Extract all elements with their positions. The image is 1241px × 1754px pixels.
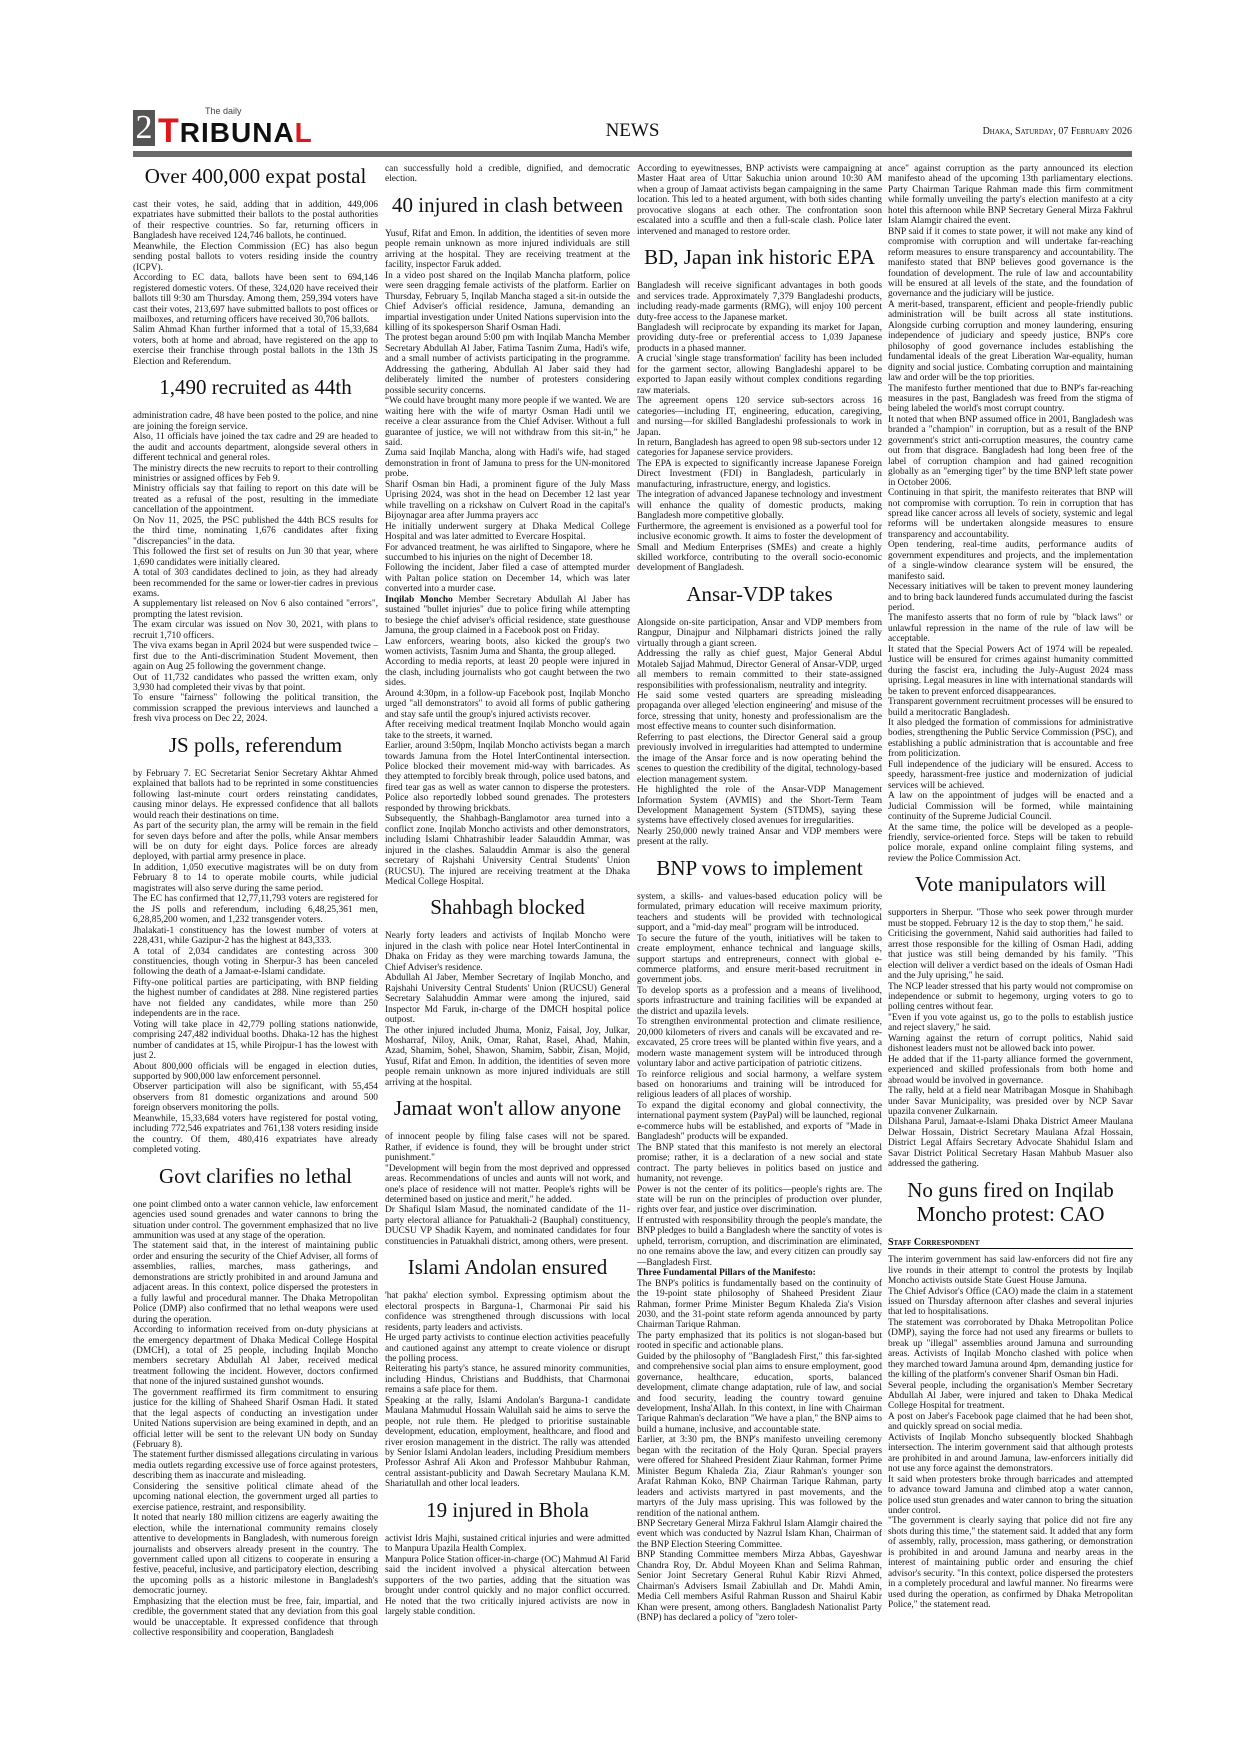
article-paragraph: It said when protesters broke through barricades and attempted to advance toward Jamuna and climbed atop a water cannon, police used stun grenades and water cannon to bring the situation under control. [888,1474,1133,1517]
article-paragraph: Addressing the rally as chief guest, Major General Abdul Motaleb Sajjad Mahmud, Director General of Ansar-VDP, urged all members to remain committed to their state-assigned responsibilities with professionalism, neutrality and integrity. [637,649,882,691]
article-paragraph: Referring to past elections, the Director General said a group previously involved in irregularities had attempted to undermine the image of the Ansar force and is now operating behind the scenes to question the credibility of the digital, technology-based election management system. [637,732,882,785]
article-paragraph: A total of 303 candidates declined to join, as they had already been recommended for the same or lower-tier cadres in previous exams. [133,568,378,599]
article-paragraph: The statement further dismissed allegations circulating in various media outlets regarding excessive use of force against protesters, describing them as inaccurate and misleading. [133,1450,378,1482]
article-paragraph: The statement was corroborated by Dhaka Metropolitan Police (DMP), saying the force had not used any firearms or bullets to break up "illegal" assemblies around Jamuna and surrounding areas. Activists of Inqilab Moncho clashed with police when they marched toward Jamuna around 4pm, demanding justice for the killing of the platform's convener Sharif Osman bin Hadi. [888,1317,1133,1381]
article-headline: BD, Japan ink historic EPA [644,245,875,270]
article-paragraph: administration cadre, 48 have been posted to the police, and nine are joining the foreign service. [133,411,378,432]
article-paragraph: Bangladesh will reciprocate by expanding its market for Japan, providing duty-free or preferential access to 1,039 Japanese products in a phased manner. [637,322,882,354]
article-paragraph: At the same time, the police will be developed as a people-friendly, service-oriented force. Steps will be taken to rebuild police morale, expand online complaint filing systems, and review the Police Commission Act. [888,822,1133,864]
article-paragraph: BNP Secretary General Mirza Fakhrul Islam Alamgir chaired the event which was conducted by Nazrul Islam Khan, Chairman of the BNP Election Steering Committee. [637,1519,882,1550]
article-paragraph: The government reaffirmed its firm commitment to ensuring justice for the killing of Shaheed Sharif Osman Hadi. It stated that the legal aspects of conducting an investigation under United Nations supervision are being examined in depth, and an official letter will be sent to the relevant UN body on Sunday (February 8). [133,1387,378,1451]
header-divider [133,151,1132,157]
article-paragraph: one point climbed onto a water cannon vehicle, law enforcement agencies used sound grenades and water cannons to bring the situation under control. The government emphasized that no live ammunition was used at any stage of the operation. [133,1199,378,1241]
article-paragraph: Alongside on-site participation, Ansar and VDP members from Rangpur, Dinajpur and Nilphamari districts joined the rally virtually through a giant screen. [637,617,882,649]
article-paragraph: Considering the sensitive political climate ahead of the upcoming national election, the government urged all parties to exercise patience, restraint, and responsibility. [133,1481,378,1513]
article-paragraph: Earlier, at 3:30 pm, the BNP's manifesto unveiling ceremony began with the recitation of the Holy Quran. Special prayers were offered for Shaheed President Ziaur Rahman, former Prime Minister Begum Khaleda Zia, Ziaur Rahman's younger son Arafat Rahman Koko, BNP Chairman Tarique Rahman, party leaders and activists martyred in past movements, and the martyrs of the July mass uprising. This was followed by the rendition of the national anthem. [637,1435,882,1519]
article-headline: JS polls, referendum [168,732,343,757]
article-headline: 40 injured in clash between [392,192,623,217]
article-paragraph: Voting will take place in 42,779 polling stations nationwide, comprising 247,482 individual booths. Dhaka-12 has the highest number of candidates at 15, while Pirojpur-1 has the lowest with just 2. [133,1019,378,1062]
article-paragraph: Manpura Police Station officer-in-charge (OC) Mahmud Al Farid said the incident involved a physical altercation between supporters of the two parties, adding that the situation was brought under control quickly and no major conflict occurred. He noted that the two critically injured activists are now in largely stable condition. [385,1554,630,1618]
article-paragraph: The BNP's politics is fundamentally based on the continuity of the 19-point state philosophy of Shaheed President Ziaur Rahman, former Prime Minister Begum Khaleda Zia's Vision 2030, and the 31-point state reform agenda announced by party Chairman Tarique Rahman. [637,1278,882,1331]
article-paragraph: Yusuf, Rifat and Emon. In addition, the identities of seven more people remain unknown as more injured individuals are still arriving at the hospital. They are receiving treatment at the facility, inspector Faruk added. [385,228,630,271]
article-paragraph: The agreement opens 120 service sub-sectors across 16 categories—including IT, engineering, education, caregiving, and nursing—for skilled Bangladeshi professionals to work in Japan. [637,396,882,438]
article-paragraph: For advanced treatment, he was airlifted to Singapore, where he succumbed to his injuries on the night of December 18. [385,542,630,563]
article-paragraph: To ensure "fairness" following the political transition, the commission scrapped the previous interviews and launched a fresh viva process on Dec 22, 2024. [133,693,378,725]
article-paragraph: This followed the first set of results on Jun 30 that year, where 1,690 candidates were initially cleared. [133,547,378,568]
article-paragraph: The EPA is expected to significantly increase Japanese Foreign Direct Investment (FDI) in Bangladesh, particularly in manufacturing, infrastructure, energy, and logistics. [637,458,882,490]
article-paragraph: The manifesto asserts that no form of rule by "black laws" or unlawful repression in the name of the rule of law will be acceptable. [888,613,1133,645]
article-paragraph: To develop sports as a profession and a means of livelihood, sports infrastructure and training facilities will be expanded at the district and upazila levels. [637,985,882,1017]
article-paragraph: Several people, including the organisation's Member Secretary Abdullah Al Jaber, were injured and taken to Dhaka Medical College Hospital for treatment. [888,1380,1133,1412]
article-paragraph: On Nov 11, 2025, the PSC published the 44th BCS results for the third time, nominating 1,676 candidates after fixing "discrepancies" in the data. [133,515,378,547]
article-paragraph: After receiving medical treatment Inqilab Moncho would again take to the streets, it warned. [385,720,630,741]
article-headline: Islami Andolan ensured [407,1255,608,1280]
article-paragraph: The party emphasized that its politics is not slogan-based but rooted in specific and actionable plans. [637,1330,882,1352]
article-headline: Govt clarifies no lethal [158,1163,353,1188]
article-paragraph: To strengthen environmental protection and climate resilience, 20,000 kilometers of rivers and canals will be excavated and re-excavated, 25 crore trees will be planted within five years, and a modern waste management system will be introduced through voluntary labor and active participation of patriotic citizens. [637,1017,882,1070]
article-paragraph: "Development will begin from the most deprived and oppressed areas. Recommendations of uncles and aunts will not work, and one's place of residence will not matter. People's rights will be determined based on justice and merit," he added. [385,1163,630,1205]
article-paragraph: Dr Shafiqul Islam Masud, the nominated candidate of the 11-party electoral alliance for Patuakhali-2 (Bauphal) constituency, DUCSU VP Shadik Kayem, and nominated candidates for four constituencies in Patuakhali district, among others, were present. [385,1205,630,1247]
article-headline: Ansar-VDP takes [686,581,833,606]
article-paragraph: Activists of Inqilab Moncho subsequently blocked Shahbagh intersection. The interim government said that although protests are prohibited in and around Jamuna, law-enforcers initially did not use any force against the demonstrators. [888,1432,1133,1475]
article-paragraph: activist Idris Majhi, sustained critical injuries and were admitted to Manpura Upazila Health Complex. [385,1533,630,1555]
article-paragraph: system, a skills- and values-based education policy will be formulated, primary education will receive maximum priority, teachers and students will be provided with technological support, and a "mid-day meal" program will be introduced. [637,891,882,934]
article-paragraph: "The government is clearly saying that police did not fire any shots during this time," the statement said. It added that any form of assembly, rally, procession, mass gathering, or demonstration is prohibited in and around Jamuna and nearby areas in the interest of maintaining public order and ensuring the chief advisor's security. "In this context, police dispersed the protesters in a completely procedural and lawful manner. No firearms were used during the operation, as confirmed by Dhaka Metropolitan Police," the statement read. [888,1516,1133,1611]
logo-middle: RIBUNA [179,117,295,148]
article-paragraph: The EC has confirmed that 12,77,11,793 voters are registered for the JS polls and referendum, including 6,48,25,361 men, 6,28,85,200 women, and 1,232 transgender voters. [133,894,378,926]
article-headline: 19 injured in Bhola [426,1497,589,1522]
article-paragraph: of innocent people by filing false cases will not be spared. Rather, if evidence is found, they will be brought under strict punishment." [385,1132,630,1164]
article-paragraph: Earlier, around 3:50pm, Inqilab Moncho activists began a march towards Jamuna from the Hotel InterContinental intersection. Police blocked their movement mid-way with barricades. As they attempted to forcibly break through, police used batons, and fired tear gas as well as water cannon to disperse the protesters. Police also reportedly lobbed sound grenades. The protesters responded by throwing brickbats. [385,741,630,814]
article-paragraph: Salim Ahmad Khan further informed that a total of 15,33,684 voters, both at home and abroad, have registered on the app to exercise their franchise through postal ballots in the 13th JS Election and Referendum. [133,325,378,367]
article-headline: No guns fired on Inqilab Moncho protest: CAO [907,1177,1114,1226]
article-paragraph: The rally, held at a field near Matribagan Mosque in Shahibagh under Savar Municipality, was presided over by NCP Savar upazila convener Zulkarnain. [888,1086,1133,1117]
article-paragraph: The BNP stated that this manifesto is not merely an electoral promise; rather, it is a declaration of a new social and state contract. The party believes in politics based on justice and humanity, not revenge. [637,1142,882,1185]
article-paragraph: Power is not the center of its politics—people's rights are. The state will be run on the principles of production over plunder, rights over fear, and justice over discrimination. [637,1184,882,1216]
article-headline: 1,490 recruited as 44th [159,375,352,400]
article-paragraph: The statement said that, in the interest of maintaining public order and ensuring the security of the Chief Adviser, all forms of assemblies, rallies, marches, mass gatherings, and demonstrations are strictly prohibited in and around Jamuna and adjacent areas. In this context, police dispersed the protesters in a fully lawful and procedural manner. The Dhaka Metropolitan Police (DMP) also confirmed that no lethal weapons were used during the operation. [133,1241,378,1325]
article-paragraph: To secure the future of the youth, initiatives will be taken to create employment, enhance technical and language skills, support startups and entrepreneurs, connect with global e-commerce platforms, and ensure merit-based recruitment in government jobs. [637,933,882,986]
article-paragraph: BNP Standing Committee members Mirza Abbas, Gayeshwar Chandra Roy, Dr. Abdul Moyeen Khan and Selima Rahman, Senior Joint Secretary General Ruhul Kabir Rizvi Ahmed, Chairman's Advisers Ismail Zabiullah and Dr. Mahdi Amin, Media Cell members Asiful Rahman Russon and Shairul Kabir Khan were present, among others. Bangladesh Nationalist Party (BNP) has declared a policy of "zero toler- [637,1550,882,1624]
article-paragraph: Around 4:30pm, in a follow-up Facebook post, Inqilab Moncho urged "all demonstrators" to avoid all forms of public gathering and stay safe until the group's injured activists recover. [385,688,630,720]
article-paragraph: ance" against corruption as the party announced its election manifesto ahead of the upcoming 13th parliamentary elections. Party Chairman Tarique Rahman made this firm commitment while formally unveiling the party's election manifesto at a city hotel this afternoon while BNP Secretary General Mirza Fakhrul Islam Alamgir chaired the event. [888,164,1133,227]
article-paragraph: It stated that the Special Powers Act of 1974 will be repealed. Justice will be ensured for crimes against humanity committed during the fascist era, including the July-August 2024 mass uprising. Legal measures in line with international standards will be taken to prevent enforced disappearances. [888,644,1133,697]
article-paragraph: Guided by the philosophy of "Bangladesh First," this far-sighted and comprehensive social plan aims to ensure employment, good governance, healthcare, education, sports, balanced development, climate change adaptation, rule of law, and social and food security, leading the country toward genuine development, Insha'Allah. In this context, in line with Chairman Tarique Rahman's declaration "We have a plan," the BNP aims to build a humane, inclusive, and accountable state. [637,1351,882,1435]
article-paragraph: In a video post shared on the Inqilab Mancha platform, police were seen dragging female activists of the platform. Earlier on Thursday, February 5, Inqilab Mancha staged a sit-in outside the Chief Adviser's official residence, Jamuna, demanding an impartial investigation under United Nations supervision into the killing of its spokesperson Sharif Osman Hadi. [385,270,630,333]
article-paragraph: According to media reports, at least 20 people were injured in the clash, including journalists who got caught between the two sides. [385,657,630,689]
article-paragraph: Open tendering, real-time audits, performance audits of government expenditures and projects, and the implementation of a single-window clearance system will be ensured, the manifesto said. [888,540,1133,582]
article-paragraph: He said some vested quarters are spreading misleading propaganda over alleged 'election engineering' and misuse of the force, stressing that unity, honesty and professionalism are the most effective means to counter such disinformation. [637,691,882,733]
article-paragraph: The protest began around 5:00 pm with Inqilab Mancha Member Secretary Abdullah Al Jaber, Fatima Tasnim Zuma, Hadi's wife, and a small number of activists participating in the programme. Addressing the gathering, Abdullah Al Jaber said they had deliberately limited the number of protesters considering possible security concerns. [385,333,630,396]
logo-last-letter: L [294,117,313,148]
article-paragraph: supporters in Sherpur. "Those who seek power through murder must be stopped. February 12 is the day to stop them," he said. [888,908,1133,929]
article-paragraph: According to EC data, ballots have been sent to 694,146 registered domestic voters. Of these, 324,020 have received their ballots till 9:30 am Thursday. Among them, 259,394 voters have cast their votes, 213,697 have submitted ballots to post offices or mailboxes, and returning officers have received 30,706 ballots. [133,273,378,325]
article-paragraph [385,595,630,637]
article-paragraph: The manifesto further mentioned that due to BNP's far-reaching measures in the past, Bangladesh was freed from the stigma of being labeled the world's most corrupt country. [888,383,1133,415]
article-paragraph: Abdullah Al Jaber, Member Secretary of Inqilab Moncho, and Rajshahi University Central Students' Union (RUCSU) General Secretary Salahuddin Ammar were among the injured, said Inspector Md Faruk, in-charge of the DMCH hospital police outpost. [385,973,630,1026]
article-paragraph: 'hat pakha' election symbol. Expressing optimism about the electoral prospects in Barguna-1, Charmonai Pir said his confidence was strengthened through discussions with local residents, party leaders and activists. [385,1291,630,1333]
article-paragraph: According to information received from on-duty physicians at the emergency department of Dhaka Medical College Hospital (DMCH), a total of 25 people, including Inqilab Moncho members secretary Abdullah Al Jaber, received medical treatment following the incident. However, doctors confirmed that none of the injured sustained gunshot wounds. [133,1325,378,1388]
article-paragraph: Ministry officials say that failing to report on this date will be treated as a refusal of the post, resulting in the immediate cancellation of the appointment. [133,484,378,516]
article-paragraph: A total of 2,034 candidates are contesting across 300 constituencies, though voting in Sherpur-3 has been canceled following the death of a Jamaat-e-Islami candidate. [133,946,378,978]
page-number: 2 [133,110,155,146]
article-paragraph: In addition, 1,050 executive magistrates will be on duty from February 8 to 14 to operate mobile courts, while judicial magistrates will also serve during the same period. [133,862,378,894]
article-paragraph: Reiterating his party's stance, he assured minority communities, including Hindus, Christians and Buddhists, that Charmonai remains a safe place for them. [385,1364,630,1396]
article-paragraph: Meanwhile, the Election Commission (EC) has also begun sending postal ballots to voters residing inside the country (ICPV). [133,241,378,273]
article-paragraph: A law on the appointment of judges will be enacted and a Judicial Commission will be formed, while maintaining continuity of the Supreme Judicial Council. [888,791,1133,823]
article-paragraph: A supplementary list released on Nov 6 also contained "errors", prompting the latest revision. [133,599,378,620]
byline: Staff Correspondent [888,1238,1133,1249]
article-paragraph: can successfully hold a credible, dignified, and democratic election. [385,164,630,185]
article-paragraph: The integration of advanced Japanese technology and investment will enhance the quality of domestic products, making Bangladesh more competitive globally. [637,490,882,522]
article-paragraph: Zuma said Inqilab Mancha, along with Hadi's wife, had staged demonstration in front of Jamuna to press for the UN-monitored probe. [385,448,630,480]
article-paragraph: Warning against the return of corrupt politics, Nahid said dishonest leaders must not be allowed back into power. [888,1033,1133,1055]
article-paragraph: Necessary initiatives will be taken to prevent money laundering and to bring back laundered funds accumulated during the fascist period. [888,582,1133,614]
article-headline: Vote manipulators will [915,872,1106,897]
article-paragraph: Out of 11,732 candidates who passed the written exam, only 3,930 had completed their vivas by that point. [133,672,378,694]
logo-tagline: The daily [205,106,242,116]
article-paragraph: cast their votes, he said, adding that in addition, 449,006 expatriates have submitted their ballots to the postal authorities of their respective countries. So far, returning officers in Bangladesh have received 124,746 ballots, he continued. [133,200,378,242]
paragraph-lead: Inqilab Moncho [385,594,453,605]
article-paragraph: Following the incident, Jaber filed a case of attempted murder with Paltan police station on December 14, which was later converted into a murder case. [385,563,630,595]
article-paragraph [637,1268,882,1278]
article-paragraph: BNP said if it comes to state power, it will not make any kind of compromise with corruption and will undertake far-reaching reform measures to ensure transparency and accountability. The manifesto stated that BNP believes good governance is the foundation of development. The rule of law and accountability will be ensured at all levels of the state, and the foundation of governance and the judiciary will be justice. [888,226,1133,300]
paragraph-lead: Three Fundamental Pillars of the Manifesto: [637,1268,816,1279]
article-paragraph: Meanwhile, 15,33,684 voters have registered for postal voting, including 772,546 expatriates and 761,138 voters residing inside the country. Of them, 480,416 expatriates have already completed voting. [133,1113,378,1156]
article-paragraph: “We could have brought many more people if we wanted. We are waiting here with the wife of martyr Osman Hadi until we receive a clear assurance from the Chief Adviser. Without a full guarantee of justice, we will not withdraw from this sit-in,” he said. [385,396,630,448]
article-paragraph: by February 7. EC Secretariat Senior Secretary Akhtar Ahmed explained that ballots had to be reprinted in some constituencies following last-minute court orders reinstating candidates, causing minor delays. He expressed confidence that all ballots would reach their destinations on time. [133,768,378,821]
article-paragraph: Full independence of the judiciary will be ensured. Access to speedy, harassment-free justice and modernization of judicial services will be achieved. [888,759,1133,791]
article-paragraph: Law enforcers, wearing boots, also kicked the group's two women activists, Tasnim Juma and Shanta, the group alleged. [385,636,630,658]
article-paragraph: The viva exams began in April 2024 but were suspended twice – first due to the Anti-discrimination Student Movement, then again on Aug 25 following the government change. [133,641,378,673]
article-paragraph: Emphasizing that the election must be free, fair, impartial, and credible, the government stated that any deviation from this goal would be unacceptable. It expressed confidence that through collective responsibility and cooperation, Bangladesh [133,1596,378,1639]
article-paragraph: Observer participation will also be significant, with 55,454 observers from 81 domestic organizations and around 500 foreign observers monitoring the polls. [133,1082,378,1114]
article-paragraph: He added that if the 11-party alliance formed the government, experienced and skilled professionals from both home and abroad would be involved in governance. [888,1054,1133,1086]
article-paragraph: Sharif Osman bin Hadi, a prominent figure of the July Mass Uprising 2024, was shot in the head on December 12 last year while travelling on a rickshaw on Culvert Road in the capital's Bijoynagar area after Jumma prayers acc [385,479,630,522]
article-paragraph: A crucial 'single stage transformation' facility has been included for the garment sector, allowing Bangladeshi apparel to be exported to Japan easily without complex conditions regarding raw materials. [637,354,882,396]
article-paragraph: Transparent government recruitment processes will be ensured to build a meritocratic Bangladesh. [888,697,1133,718]
article-paragraph: Criticising the government, Nahid said authorities had failed to arrest those responsible for the killing of Osman Hadi, adding that justice was still being demanded by his family. "This election will deliver a verdict based on the ideals of Osman Hadi and the July uprising," he said. [888,929,1133,982]
article-paragraph: The exam circular was issued on Nov 30, 2021, with plans to recruit 1,710 officers. [133,620,378,641]
section-title: NEWS [605,120,660,141]
article-paragraph: It noted that when BNP assumed office in 2001, Bangladesh was branded a "champion" in corruption, but as a result of the BNP government's strict anti-corruption measures, the country came out from that disgrace. Bangladesh had long been free of the label of corruption champion and had gained recognition globally as an "emerging tiger" by the time BNP left state power in October 2006. [888,414,1133,488]
article-paragraph: He initially underwent surgery at Dhaka Medical College Hospital and was later admitted to Evercare Hospital. [385,521,630,543]
article-headline: Shahbagh blocked [430,895,585,920]
article-paragraph: He highlighted the role of the Ansar-VDP Management Information System (AVMIS) and the Short-Term Team Development Management System (STDMS), saying these systems have effectively closed avenues for irregularities. [637,785,882,827]
article-paragraph: The ministry directs the new recruits to report to their controlling ministries or assigned offices by Feb 9. [133,463,378,484]
article-paragraph: The NCP leader stressed that his party would not compromise on independence or submit to hegemony, urging voters to go to polling centres without fear. [888,981,1133,1013]
article-paragraph: As part of the security plan, the army will be remain in the field for seven days before and after the polls, while Ansar members will be on duty for eight days. Police forces are already deployed, with partial army presence in place. [133,821,378,863]
article-headline: Jamaat won't allow anyone [393,1096,622,1121]
article-paragraph: According to eyewitnesses, BNP activists were campaigning at Master Haat area of Uttar Sakuchia union around 10:30 AM when a group of Jamaat activists began campaigning in the same location. This led to a heated argument, with both sides chanting provocative slogans at each other. The confrontation soon escalated into a scuffle and then a full-scale clash. Police later intervened and managed to restore order. [637,164,882,237]
article-paragraph: Speaking at the rally, Islami Andolan's Barguna-1 candidate Maulana Mahmudul Hossain Walullah said he aims to serve the people, not rule them. He pledged to prioritise sustainable development, education, employment, healthcare, and flood and river erosion management in the district. The rally was attended by Senior Islami Andolan leaders, including Presidium members Professor Ashraf Ali Akon and Professor Mahbubur Rahman, central assistant-publicity and Dawah Secretary Maulana K.M. Shariatullah and other local leaders. [385,1395,630,1490]
article-paragraph: Nearly forty leaders and activists of Inqilab Moncho were injured in the clash with police near Hotel InterContinental in Dhaka on Friday as they were marching towards Jamuna, the Chief Adviser's residence. [385,931,630,973]
article-paragraph: About 800,000 officials will be engaged in election duties, supported by 900,000 law enforcement personnel. [133,1061,378,1082]
article-headline: BNP vows to implement [656,855,863,880]
logo-initial: T [158,112,180,150]
article-paragraph: Subsequently, the Shahbagh-Banglamotor area turned into a conflict zone. Inqilab Moncho activists and other demonstrators, including Islami Chhatrashibir leader Salauddin Ammar, was injured in the clashes. Salauddin Ammar is also the general secretary of Rajshahi University Central Students' Union (RUCSU). The injured are receiving treatment at the Dhaka Medical College Hospital. [385,814,630,887]
article-paragraph: "Even if you vote against us, go to the polls to establish justice and reject slavery," he said. [888,1012,1133,1034]
column-1 [133,164,378,1724]
article-paragraph: He urged party activists to continue election activities peacefully and cautioned against any attempt to create violence or disrupt the polling process. [385,1333,630,1364]
article-paragraph: Dilshana Parul, Jamaat-e-Islami Dhaka District Ameer Maulana Delwar Hossain, District Secretary Maulana Afzal Hossain, District Legal Affairs Secretary Advocate Shahidul Islam and Savar District Political Secretary Hasan Mahbub Masuer also addressed the gathering. [888,1117,1133,1170]
article-paragraph: It noted that nearly 180 million citizens are eagerly awaiting the election, while the international community remains closely attentive to developments in Bangladesh, with numerous foreign journalists and observers already present in the country. The government called upon all citizens to cooperate in ensuring a festive, peaceful, inclusive, and participatory election, describing the upcoming polls as a historic milestone in Bangladesh's democratic journey. [133,1513,378,1597]
article-paragraph: Continuing in that spirit, the manifesto reiterates that BNP will not compromise with corruption. To rein in corruption that has spread like cancer across all levels of society, systemic and legal reforms will be undertaken alongside measures to ensure transparency and accountability. [888,488,1133,540]
article-paragraph: Jhalakati-1 constituency has the lowest number of voters at 228,431, while Gazipur-2 has the highest at 843,333. [133,925,378,947]
dateline: Dhaka, Saturday, 07 February 2026 [982,126,1132,137]
article-paragraph: The other injured included Jhuma, Moniz, Faisal, Joy, Julkar, Mosharraf, Niloy, Anik, Omar, Rahat, Rasel, Ahad, Mahin, Azad, Shamim, Sohel, Shawon, Shamim, Sabbir, Zisan, Mojid, Yusuf, Rifat and Emon. In addition, the identities of seven more people remain unknown as more injured individuals are still arriving at the hospital. [385,1025,630,1088]
article-paragraph: It also pledged the formation of commissions for administrative bodies, strengthening the Public Service Commission (PSC), and establishing a public administration that is accountable and free from politicization. [888,718,1133,760]
article-paragraph: The Chief Advisor's Office (CAO) made the claim in a statement issued on Thursday afternoon after clashes and several injuries that led to hospitalisations. [888,1286,1133,1318]
article-paragraph: To expand the digital economy and global connectivity, the international payment system (PayPal) will be launched, regional e-commerce hubs will be established, and exports of "Made in Bangladesh" products will be expanded. [637,1100,882,1143]
article-paragraph: If entrusted with responsibility through the people's mandate, the BNP pledges to build a Bangladesh where the sanctity of votes is upheld, terrorism, corruption, and discrimination are eliminated, no one remains above the law, and every citizen can proudly say—Bangladesh First. [637,1215,882,1268]
article-paragraph: Also, 11 officials have joined the tax cadre and 29 are headed to the audit and accounts department, alongside several others in different technical and general roles. [133,432,378,464]
article-paragraph: Furthermore, the agreement is envisioned as a powerful tool for inclusive economic growth. It aims to foster the development of Small and Medium Enterprises (SMEs) and create a highly skilled workforce, contributing to the overall socio-economic development of Bangladesh. [637,521,882,574]
column-3 [637,164,882,1724]
paragraph-body: Member Secretary Abdullah Al Jaber has sustained "bullet injuries" due to police firing while attempting to besiege the chief adviser's official residence, state guesthouse Jamuna, the group claimed in a Facebook post on Friday. [385,594,630,637]
column-2 [385,164,630,1724]
article-headline: Over 400,000 expat postal [144,164,367,188]
article-paragraph: Fifty-one political parties are participating, with BNP fielding the highest number of candidates at 288. Nine registered parties have not fielded any candidates, while more than 250 independents are in the race. [133,977,378,1020]
masthead [133,104,1132,152]
article-paragraph: The interim government has said law-enforcers did not fire any live rounds in their attempt to control the protests by Inqilab Moncho activists outside State Guest House Jamuna. [888,1255,1133,1287]
article-paragraph: Bangladesh will receive significant advantages in both goods and services trade. Approximately 7,379 Bangladeshi products, including ready-made garments (RMG), will enjoy 100 percent duty-free access to the Japanese market. [637,281,882,323]
article-paragraph: To reinforce religious and social harmony, a welfare system based on honorariums and training will be introduced for religious leaders of all places of worship. [637,1069,882,1101]
article-paragraph: Nearly 250,000 newly trained Ansar and VDP members were present at the rally. [637,826,882,848]
column-4 [888,164,1133,1724]
article-paragraph: A merit-based, transparent, efficient and people-friendly public administration will be built across all state institutions. Alongside curbing corruption and money laundering, ensuring independence of judiciary and speedy justice, BNP's core philosophy of good governance includes establishing the fundamental ideals of the great Liberation War-equality, human dignity and social justice. Combating corruption and maintaining law and order will be the top priorities. [888,299,1133,384]
article-paragraph: In return, Bangladesh has agreed to open 98 sub-sectors under 12 categories for Japanese service providers. [637,437,882,459]
article-paragraph: A post on Jaber's Facebook page claimed that he had been shot, and quickly spread on social media. [888,1411,1133,1433]
